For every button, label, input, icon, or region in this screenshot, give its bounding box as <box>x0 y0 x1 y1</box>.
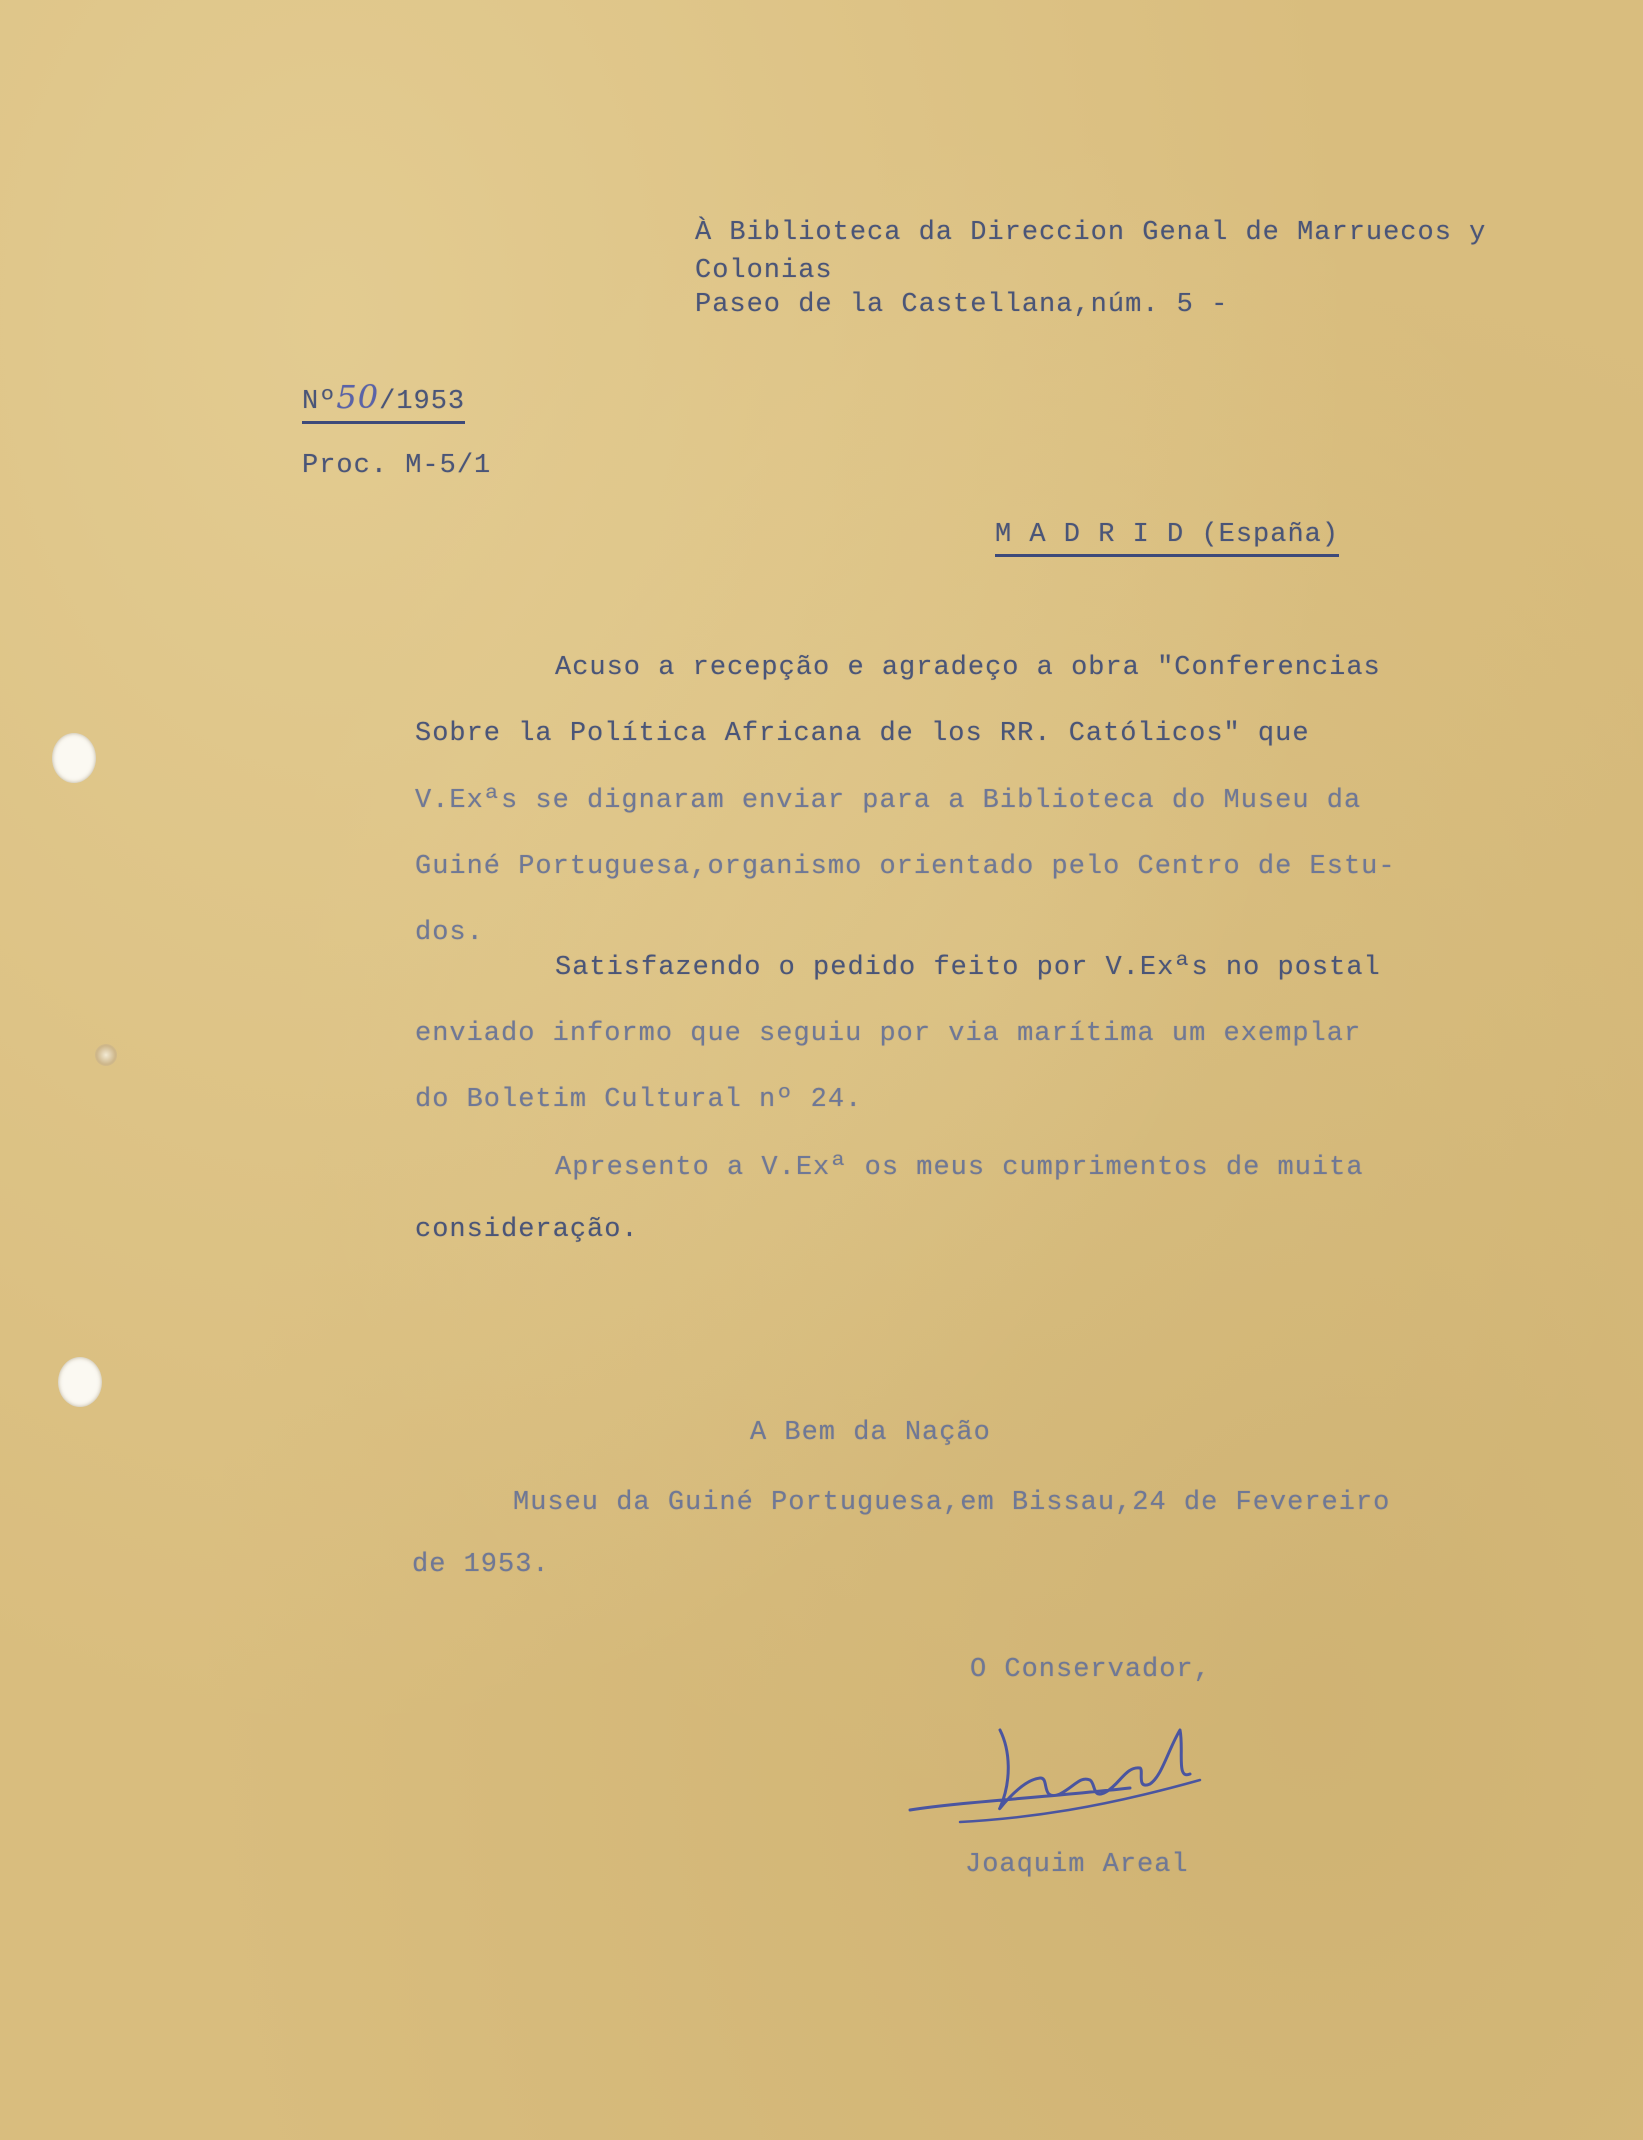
signatory-name: Joaquim Areal <box>965 1850 1189 1880</box>
reference-number-prefix: Nº <box>302 387 337 417</box>
closing-title: O Conservador, <box>970 1655 1211 1685</box>
body-p1-line5: dos. <box>415 918 484 948</box>
punch-hole-top <box>52 733 96 783</box>
reference-number-handwritten: 50 <box>336 378 380 416</box>
staple-mark <box>95 1044 117 1066</box>
reference-number-suffix: /1953 <box>379 387 466 417</box>
destination-city <box>995 520 1339 550</box>
body-p2-line2: enviado informo que seguiu por via marítima um exemplar <box>415 1019 1362 1049</box>
reference-number <box>302 378 465 417</box>
punch-hole-bottom <box>58 1357 102 1407</box>
closing-salutation: A Bem da Nação <box>750 1418 991 1448</box>
reference-number-underlined <box>302 378 466 424</box>
body-p1-line4: Guiné Portuguesa,organismo orientado pelo Centro de Estu- <box>415 852 1396 882</box>
body-p2-line3: do Boletim Cultural nº 24. <box>415 1085 863 1115</box>
handwritten-signature <box>900 1710 1240 1840</box>
addressee-line-2: Colonias <box>695 256 833 286</box>
process-reference: Proc. M-5/1 <box>302 451 492 481</box>
body-p1-line3: V.Exªs se dignaram enviar para a Biblioteca do Museu da <box>415 786 1362 816</box>
body-p2-line1: Satisfazendo o pedido feito por V.Exªs no postal <box>555 953 1381 983</box>
closing-place-date-line1: Museu da Guiné Portuguesa,em Bissau,24 de Fevereiro <box>513 1488 1391 1518</box>
addressee-line-1: À Biblioteca da Direccion Genal de Marruecos y <box>695 218 1487 248</box>
body-p3-line2: consideração. <box>415 1215 639 1245</box>
addressee-line-3: Paseo de la Castellana,núm. 5 - <box>695 290 1229 320</box>
closing-place-date-line2: de 1953. <box>412 1550 550 1580</box>
body-p3-line1: Apresento a V.Exª os meus cumprimentos de muita <box>555 1153 1364 1183</box>
body-p1-line2: Sobre la Política Africana de los RR. Católicos" que <box>415 719 1310 749</box>
destination-text: M A D R I D (España) <box>995 520 1339 557</box>
body-p1-line1: Acuso a recepção e agradeço a obra "Conferencias <box>555 653 1381 683</box>
